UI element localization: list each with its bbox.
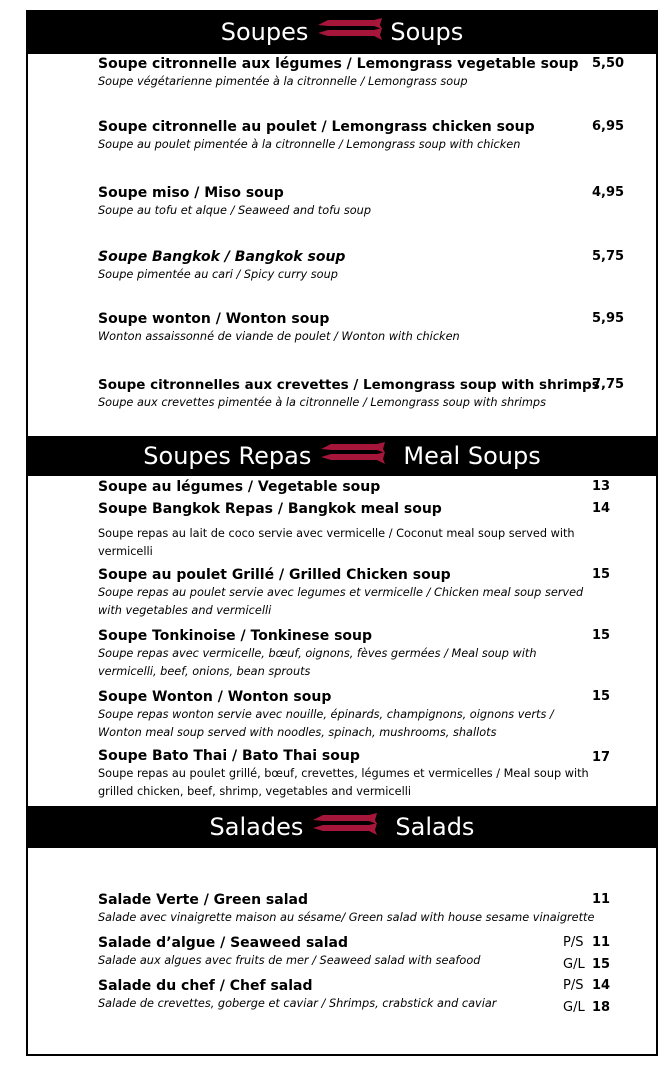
item-description: Salade avec vinaigrette maison au sésame/ Green salad with house sesame vinaigrette [98, 911, 595, 924]
item-name: Salade Verte / Green salad [98, 892, 308, 908]
item-name: Salade du chef / Chef salad [98, 978, 313, 994]
item-price: 5,95 [592, 311, 625, 326]
item-price: 15 [592, 689, 611, 704]
item-description: Soupe au poulet pimentée à la citronnelle / Lemongrass soup with chicken [98, 138, 521, 151]
item-description: Soupe pimentée au cari / Spicy curry soup [98, 268, 338, 281]
menu-item [98, 376, 623, 412]
item-description: Soupe repas au poulet servie avec legumes et vermicelle / Chicken meal soup served with vegetables and vermicelli [98, 586, 584, 617]
item-description: Soupe repas wonton servie avec nouille, épinards, champignons, oignons verts / Wonton meal soup served with noodles, spinach, mushrooms, shallots [98, 708, 554, 739]
menu-item [98, 525, 588, 561]
item-name: Soupe Tonkinoise / Tonkinese soup [98, 628, 373, 644]
item-price: 7,75 [592, 377, 625, 392]
item-price: 5,50 [592, 56, 625, 71]
item-name: Soupe citronnelle aux légumes / Lemongrass vegetable soup [98, 56, 579, 72]
item-price: 15 [592, 567, 611, 582]
size-label: G/L [563, 1000, 585, 1015]
menu-item [98, 500, 623, 518]
item-price: 4,95 [592, 185, 625, 200]
item-description: Soupe aux crevettes pimentée à la citronnelle / Lemongrass soup with shrimps [98, 396, 546, 409]
item-name: Soupe au poulet Grillé / Grilled Chicken soup [98, 567, 451, 583]
section-title-fr: Salades [209, 813, 304, 841]
item-price: 5,75 [592, 249, 625, 264]
size-label: P/S [563, 935, 584, 950]
item-name: Salade d’algue / Seaweed salad [98, 935, 348, 951]
item-price: 13 [592, 479, 611, 494]
section-title-en: Soups [390, 18, 464, 46]
item-name: Soupe Wonton / Wonton soup [98, 689, 332, 705]
fish-logo-icon [317, 441, 387, 471]
item-description: Soupe repas avec vermicelle, bœuf, oignons, fèves germées / Meal soup with vermicelli, beef, onions, bean sprouts [98, 647, 537, 678]
menu-item [98, 478, 623, 496]
section-header-soups [26, 10, 658, 54]
menu-item [98, 747, 598, 801]
fish-logo-icon [314, 17, 384, 47]
item-name: Soupe miso / Miso soup [98, 185, 284, 201]
item-name: Soupe citronnelles aux crevettes / Lemongrass soup with shrimps [98, 377, 600, 393]
item-description: Soupe repas au poulet grillé, bœuf, crevettes, légumes et vermicelles / Meal soup with grilled chicken, beef, shrimp, vegetables and vermicelli [98, 767, 589, 798]
item-price: 11 [592, 935, 611, 950]
menu-item [98, 934, 623, 970]
item-description: Salade de crevettes, goberge et caviar / Shrimps, crabstick and caviar [98, 997, 497, 1010]
item-name: Soupe au légumes / Vegetable soup [98, 479, 381, 495]
fish-logo-icon [309, 812, 379, 842]
menu-item [98, 566, 588, 620]
section-title-fr: Soupes Repas [143, 442, 312, 470]
item-description: Wonton assaissonné de viande de poulet / Wonton with chicken [98, 330, 460, 343]
section-header-salads [26, 806, 658, 848]
menu-item [98, 118, 623, 154]
size-label: G/L [563, 957, 585, 972]
section-title-en: Salads [395, 813, 475, 841]
item-price: 6,95 [592, 119, 625, 134]
menu-item [98, 248, 623, 284]
item-description: Soupe au tofu et alque / Seaweed and tofu soup [98, 204, 371, 217]
menu-item [98, 891, 623, 927]
item-description: Soupe repas au lait de coco servie avec vermicelle / Coconut meal soup served with vermicelli [98, 527, 575, 558]
item-price: 17 [592, 750, 611, 765]
item-name: Soupe Bato Thai / Bato Thai soup [98, 748, 360, 764]
item-name: Soupe citronnelle au poulet / Lemongrass chicken soup [98, 119, 535, 135]
item-description: Soupe végétarienne pimentée à la citronnelle / Lemongrass soup [98, 75, 468, 88]
menu-item [98, 184, 623, 220]
section-title-fr: Soupes [220, 18, 309, 46]
section-title-en: Meal Soups [403, 442, 541, 470]
menu-item [98, 977, 623, 1013]
item-name: Soupe Bangkok Repas / Bangkok meal soup [98, 501, 442, 517]
item-name: Soupe Bangkok / Bangkok soup [98, 249, 346, 265]
item-price: 14 [592, 978, 611, 993]
item-price: 14 [592, 501, 611, 516]
item-description: Salade aux algues avec fruits de mer / Seaweed salad with seafood [98, 954, 481, 967]
size-label: P/S [563, 978, 584, 993]
item-price: 11 [592, 892, 611, 907]
item-price: 15 [592, 957, 611, 972]
menu-item [98, 55, 623, 91]
item-price: 18 [592, 1000, 611, 1015]
menu-item [98, 688, 588, 742]
item-price: 15 [592, 628, 611, 643]
menu-item [98, 627, 588, 681]
section-header-meal-soups [26, 436, 658, 476]
menu-item [98, 310, 623, 346]
item-name: Soupe wonton / Wonton soup [98, 311, 330, 327]
